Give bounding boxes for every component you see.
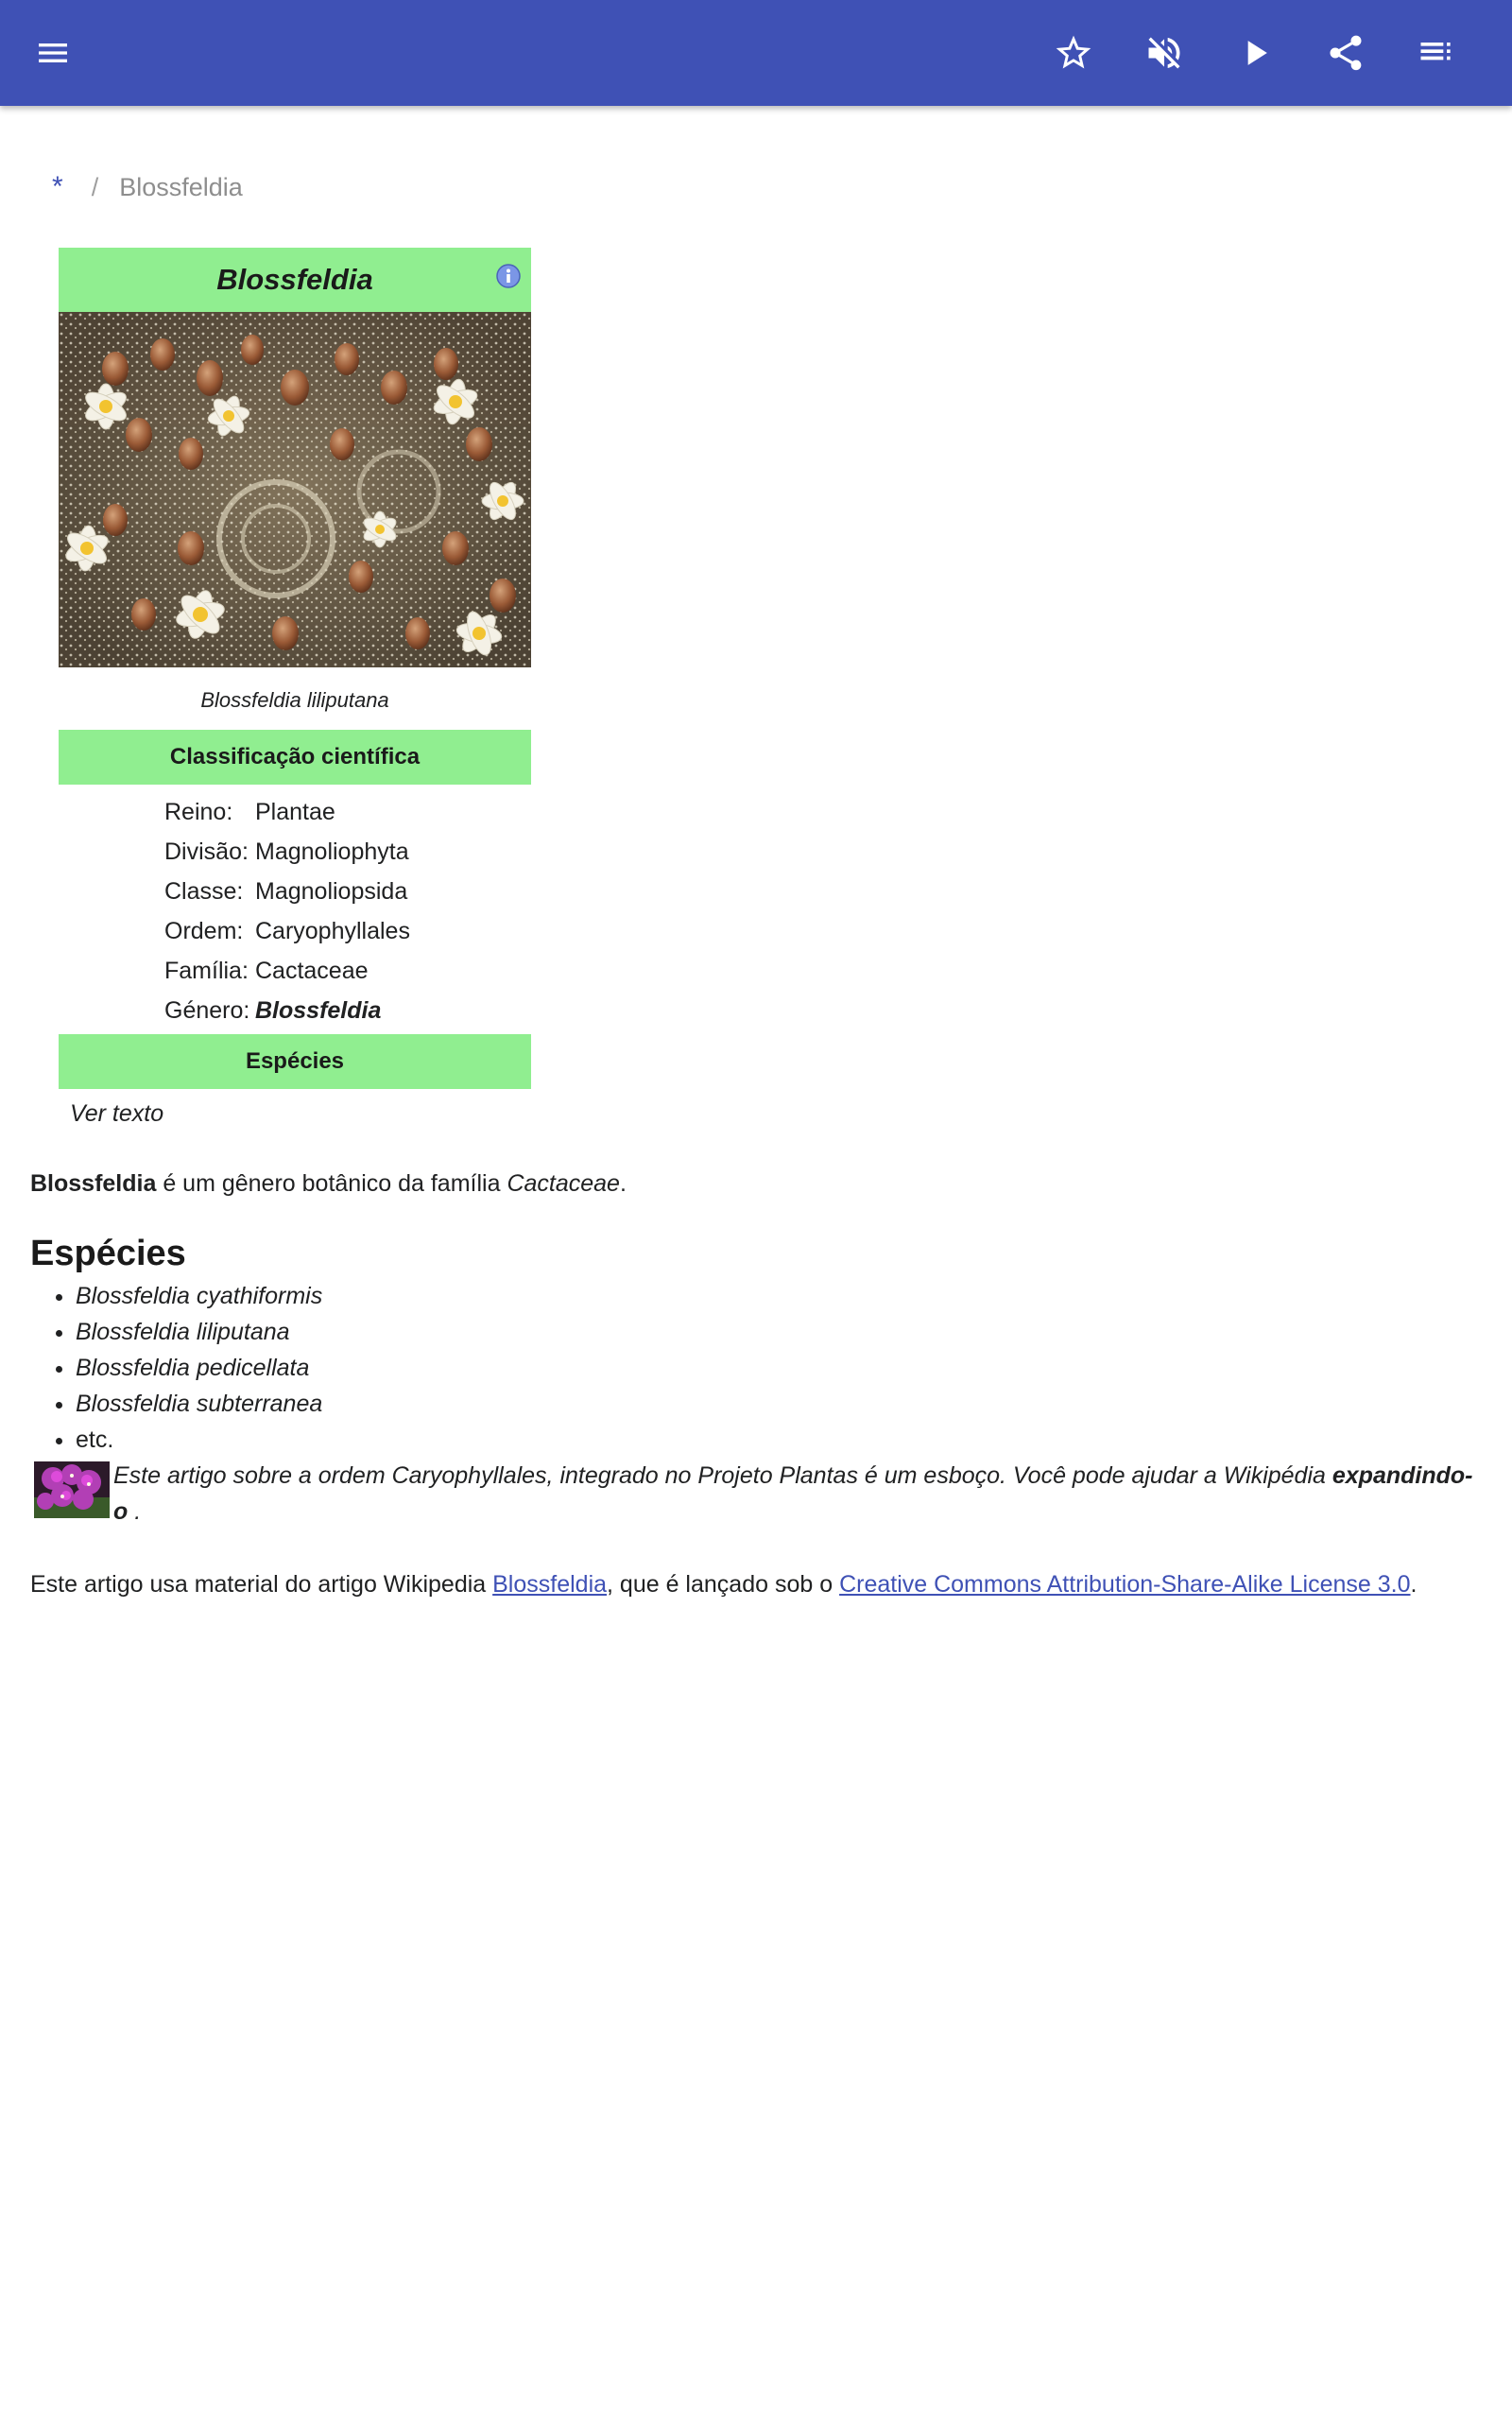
play-icon	[1234, 32, 1276, 74]
menu-icon	[34, 34, 72, 72]
menu-button[interactable]	[23, 23, 83, 83]
classification-row-familia	[164, 951, 531, 991]
intro-bold: Blossfeldia	[30, 1170, 157, 1197]
source-article-link[interactable]: Blossfeldia	[492, 1571, 608, 1598]
star-outline-icon	[1053, 32, 1094, 74]
classification-row-genero	[164, 991, 531, 1030]
breadcrumb-separator: /	[91, 172, 99, 201]
intro-end: .	[619, 1170, 627, 1197]
classification-key: Ordem:	[164, 917, 244, 944]
classification-row-ordem	[164, 911, 531, 951]
taxobox-caption: Blossfeldia liliputana	[200, 688, 389, 712]
footer-suffix: .	[1410, 1571, 1418, 1598]
breadcrumb	[52, 168, 243, 206]
stub-message: Este artigo sobre a ordem Caryophyllales, integrado no Projeto Plantas é um esboço. Você pode ajudar a Wikipédia	[113, 1462, 1332, 1489]
taxobox-title-text: Blossfeldia	[216, 263, 373, 296]
classification-header: Classificação científica	[59, 730, 531, 785]
species-header: Espécies	[59, 1034, 531, 1089]
classification-row-reino	[164, 792, 531, 832]
classification-row-divisao	[164, 832, 531, 872]
species-text: Ver texto	[70, 1100, 164, 1127]
classification-value: Blossfeldia	[255, 996, 382, 1024]
license-link[interactable]: Creative Commons Attribution-Share-Alike License 3.0	[839, 1571, 1411, 1598]
flower-icon[interactable]	[34, 1461, 110, 1518]
breadcrumb-home-link[interactable]: *	[52, 171, 63, 202]
classification-table	[59, 785, 531, 1034]
classification-key: Género:	[164, 996, 250, 1024]
favorite-button[interactable]	[1043, 23, 1104, 83]
intro-text: é um gênero botânico da família	[156, 1170, 507, 1197]
intro-family[interactable]: Cactaceae	[507, 1170, 620, 1197]
share-icon	[1325, 32, 1366, 74]
expand-link[interactable]: expandindo-o	[113, 1462, 1473, 1525]
classification-value[interactable]: Caryophyllales	[255, 917, 410, 944]
footer-middle: , que é lançado sob o	[607, 1571, 840, 1598]
volume-off-icon	[1143, 32, 1185, 74]
classification-value[interactable]: Cactaceae	[255, 957, 369, 984]
classification-key: Reino:	[164, 798, 233, 825]
list-item[interactable]: • Blossfeldia subterranea	[76, 1386, 1486, 1422]
classification-key: Família:	[164, 957, 249, 984]
contents-button[interactable]	[1406, 23, 1467, 83]
classification-value[interactable]: Magnoliophyta	[255, 838, 409, 865]
share-button[interactable]	[1315, 23, 1376, 83]
footer-prefix: Este artigo usa material do artigo Wikipedia	[30, 1571, 493, 1598]
intro-paragraph	[30, 1165, 1486, 1202]
mute-button[interactable]	[1134, 23, 1194, 83]
species-list	[30, 1278, 1486, 1458]
list-item: • etc.	[76, 1422, 1486, 1458]
article-content	[30, 1165, 1486, 1601]
list-item[interactable]: • Blossfeldia pedicellata	[76, 1350, 1486, 1386]
taxobox	[59, 248, 531, 1138]
stub-end: .	[128, 1498, 142, 1525]
species-heading: Espécies	[30, 1234, 186, 1273]
stub-text	[113, 1458, 1486, 1530]
cactus-photo[interactable]	[59, 312, 531, 667]
classification-row-classe	[164, 872, 531, 911]
classification-key: Divisão:	[164, 838, 249, 865]
list-item[interactable]: • Blossfeldia liliputana	[76, 1314, 1486, 1350]
app-bar	[0, 0, 1512, 106]
license-footer	[30, 1567, 1486, 1601]
stub-notice	[30, 1458, 1486, 1530]
classification-value[interactable]: Magnoliopsida	[255, 877, 408, 905]
breadcrumb-current: Blossfeldia	[119, 172, 243, 201]
taxobox-title	[59, 248, 531, 312]
playlist-icon	[1416, 32, 1457, 74]
info-icon[interactable]	[495, 263, 522, 289]
classification-key: Classe:	[164, 877, 244, 905]
play-button[interactable]	[1225, 23, 1285, 83]
list-item[interactable]: • Blossfeldia cyathiformis	[76, 1278, 1486, 1314]
classification-value[interactable]: Plantae	[255, 798, 335, 825]
